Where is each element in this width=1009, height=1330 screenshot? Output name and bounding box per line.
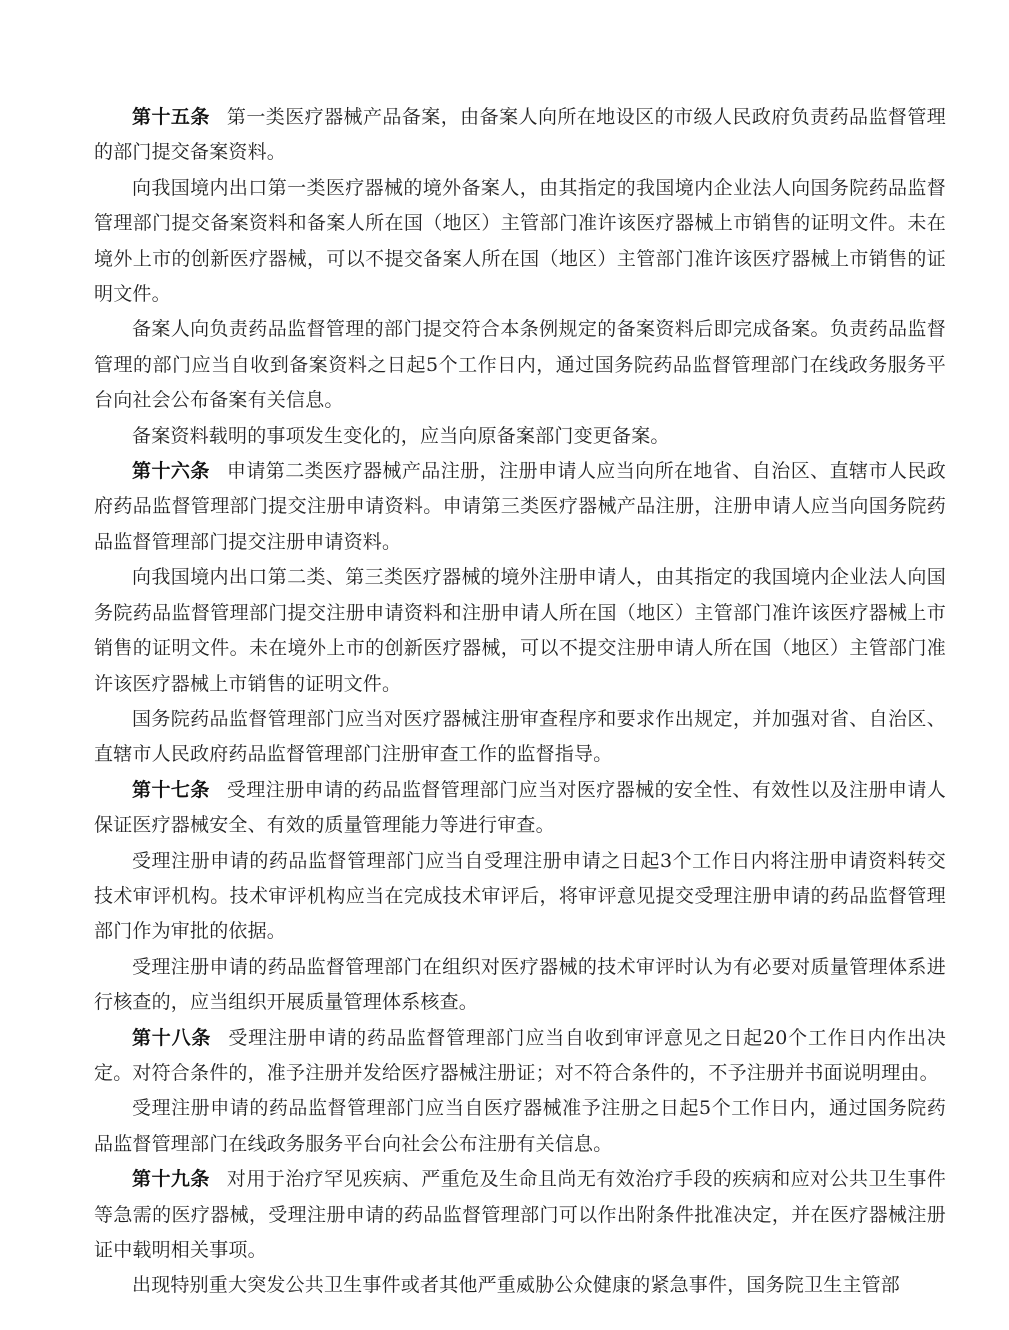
paragraph-text: 出现特别重大突发公共卫生事件或者其他严重威胁公众健康的紧急事件，国务院卫生主管部 [132, 1274, 901, 1297]
paragraph-text: 受理注册申请的药品监督管理部门应当自收到审评意见之日起20个工作日内作出决定。对符合条件的，准予注册并发给医疗器械注册证；对不符合条件的，不予注册并书面说明理由。 [94, 1026, 946, 1084]
paragraph-text: 受理注册申请的药品监督管理部门应当对医疗器械的安全性、有效性以及注册申请人保证医疗器械安全、有效的质量管理能力等进行审查。 [94, 778, 946, 837]
paragraph-text: 向我国境内出口第二类、第三类医疗器械的境外注册申请人，由其指定的我国境内企业法人向国务院药品监督管理部门提交注册申请资料和注册申请人所在国（地区）主管部门准许该医疗器械上市销售的证明文件。未在境外上市的创新医疗器械，可以不提交注册申请人所在国（地区）主管部门准许该医疗器械上市销售的证明文件。 [94, 566, 946, 695]
paragraph-text: 第一类医疗器械产品备案，由备案人向所在地设区的市级人民政府负责药品监督管理的部门提交备案资料。 [94, 106, 946, 164]
paragraph-text: 备案人向负责药品监督管理的部门提交符合本条例规定的备案资料后即完成备案。负责药品监督管理的部门应当自收到备案资料之日起5个工作日内，通过国务院药品监督管理部门在线政务服务平台向社会公布备案有关信息。 [94, 318, 946, 412]
paragraph-text: 受理注册申请的药品监督管理部门应当自医疗器械准予注册之日起5个工作日内，通过国务院药品监督管理部门在线政务服务平台向社会公布注册有关信息。 [94, 1097, 946, 1155]
paragraph-article-15 [94, 100, 946, 171]
paragraph-article-16 [94, 454, 946, 560]
paragraph [94, 1091, 946, 1162]
paragraph-text: 国务院药品监督管理部门应当对医疗器械注册审查程序和要求作出规定，并加强对省、自治区、直辖市人民政府药品监督管理部门注册审查工作的监督指导。 [94, 707, 946, 766]
paragraph [94, 419, 946, 454]
paragraph-article-19 [94, 1162, 946, 1268]
paragraph [94, 171, 946, 313]
paragraph [94, 560, 946, 702]
paragraph [94, 844, 946, 950]
paragraph-article-17 [94, 773, 946, 844]
article-number: 第十九条 [132, 1168, 210, 1191]
paragraph-text: 对用于治疗罕见疾病、严重危及生命且尚无有效治疗手段的疾病和应对公共卫生事件等急需的医疗器械，受理注册申请的药品监督管理部门可以作出附条件批准决定，并在医疗器械注册证中载明相关事项。 [94, 1168, 946, 1261]
paragraph-text: 申请第二类医疗器械产品注册，注册申请人应当向所在地省、自治区、直辖市人民政府药品监督管理部门提交注册申请资料。申请第三类医疗器械产品注册，注册申请人应当向国务院药品监督管理部门提交注册申请资料。 [94, 460, 946, 553]
paragraph [94, 312, 946, 418]
article-number: 第十五条 [132, 106, 210, 128]
paragraph-text: 受理注册申请的药品监督管理部门在组织对医疗器械的技术审评时认为有必要对质量管理体系进行核查的，应当组织开展质量管理体系核查。 [94, 955, 946, 1014]
paragraph [94, 950, 946, 1021]
regulation-text [94, 100, 946, 1304]
paragraph-text: 向我国境内出口第一类医疗器械的境外备案人，由其指定的我国境内企业法人向国务院药品监督管理部门提交备案资料和备案人所在国（地区）主管部门准许该医疗器械上市销售的证明文件。未在境外上市的创新医疗器械，可以不提交备案人所在国（地区）主管部门准许该医疗器械上市销售的证明文件。 [94, 176, 946, 306]
paragraph-text: 受理注册申请的药品监督管理部门应当自受理注册申请之日起3个工作日内将注册申请资料转交技术审评机构。技术审评机构应当在完成技术审评后，将审评意见提交受理注册申请的药品监督管理部门作为审批的依据。 [94, 849, 946, 943]
article-number: 第十八条 [132, 1026, 212, 1049]
article-number: 第十七条 [132, 778, 210, 801]
article-number: 第十六条 [132, 460, 210, 483]
paragraph-article-18 [94, 1021, 946, 1092]
paragraph [94, 702, 946, 773]
paragraph-text: 备案资料载明的事项发生变化的，应当向原备案部门变更备案。 [132, 424, 670, 447]
paragraph [94, 1268, 946, 1303]
